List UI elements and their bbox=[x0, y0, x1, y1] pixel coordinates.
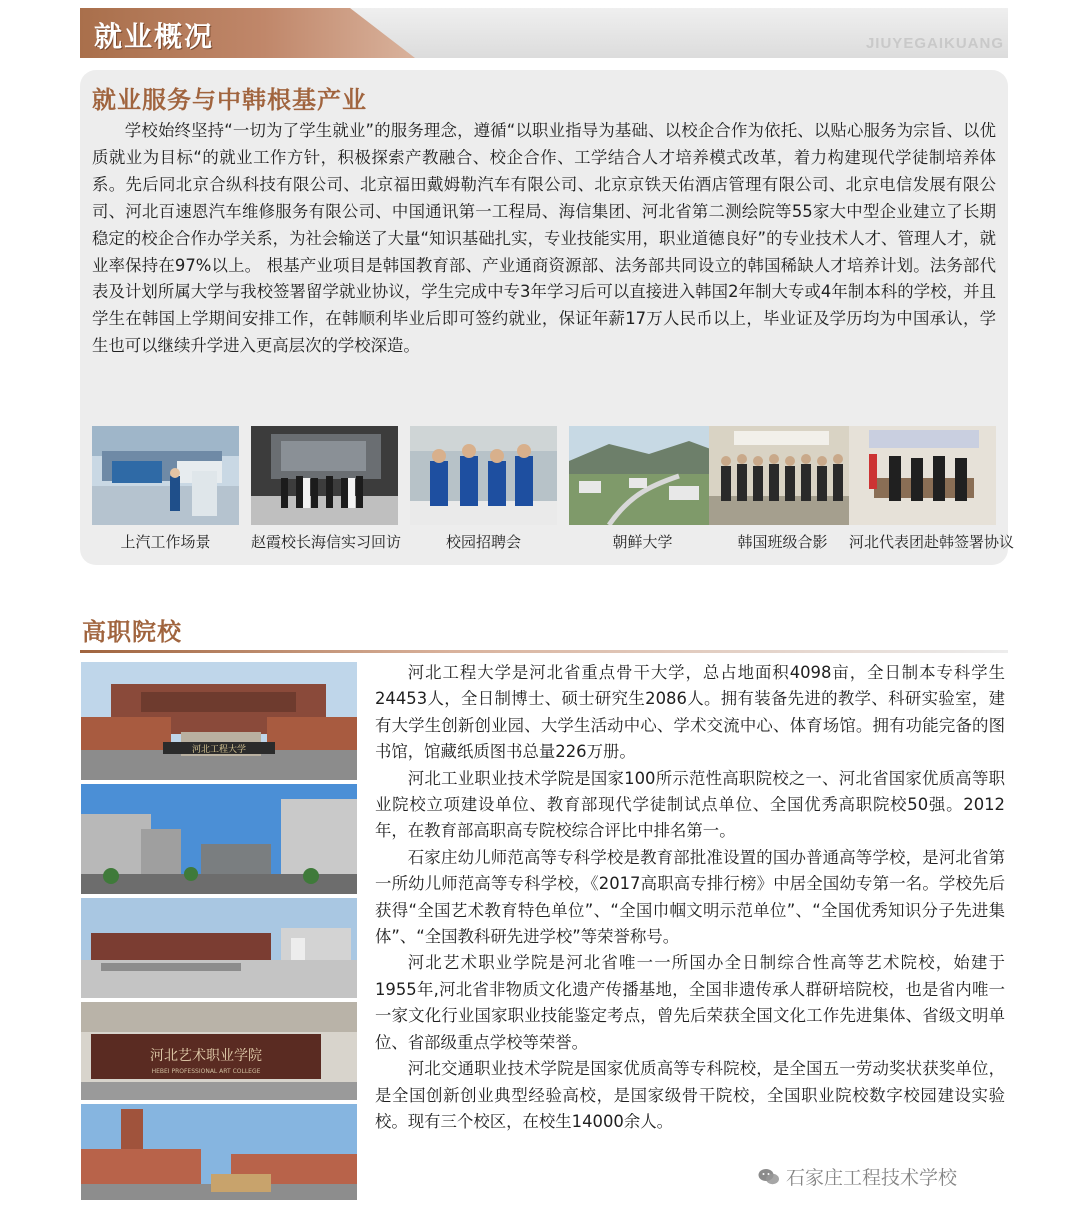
banner-title: 就业概况 bbox=[94, 20, 215, 53]
photo-caption: 河北代表团赴韩签署协议 bbox=[849, 533, 1015, 551]
section-header-banner bbox=[80, 8, 1008, 58]
photo-caption: 赵霞校长海信实习回访 bbox=[251, 533, 402, 551]
section2-title: 高职院校 bbox=[82, 617, 182, 646]
photo-caption: 韩国班级合影 bbox=[737, 533, 828, 551]
campus-sign-text: 河北艺术职业学院 bbox=[150, 1048, 262, 1064]
photo-korea-class bbox=[709, 426, 856, 552]
photo-campus-job-fair bbox=[410, 426, 557, 552]
section1-body: 学校始终坚持“一切为了学生就业”的服务理念，遵循“以职业指导为基础、以校企合作为依托、以贴心服务为宗旨、以优质就业为目标“的就业工作方针，积极探索产教融合、校企合作、工学结合人才培养模式改革，着力构建现代学徒制培养体系。先后同北京合纵科技有限公司、北京福田戴姆勒汽车有限公司、北京京铁天佑酒店管理有限公司、北京电信发展有限公司、河北百速恩汽车维修服务有限公司、中国通讯第一工程局、海信集团、河北省第二测绘院等55家大中型企业建立了长期稳定的校企合作办学关系，为社会输送了大量“知识基础扎实，专业技能实用，职业道德良好”的专业技术人才、管理人才，就业率保持在97%以上。 根基产业项目是韩国教育部、产业通商资源部、法务部共同设立的韩国稀缺人才培养计划。法务部代表及计划所属大学与我校签署留学就业协议，学生完成中专3年学习后可以直接进入韩国2年制大专或4年制本科的学校，并且学生在韩国上学期间安排工作，在韩顺利毕业后即可签约就业，保证年薪17万人民币以上，毕业证及学历均为中国承认，学生也可以继续升学进入更高层次的学校深造。 bbox=[92, 121, 996, 356]
photo-image bbox=[251, 426, 398, 525]
campus-sign-text: 河北工程大学 bbox=[191, 745, 247, 755]
photo-caption: 朝鲜大学 bbox=[612, 533, 673, 551]
campus-photo-hebei-industrial bbox=[81, 784, 357, 894]
photo-image bbox=[709, 426, 856, 525]
photo-image bbox=[410, 426, 557, 525]
campus-photo-hebei-engineering bbox=[81, 662, 357, 780]
section1-title: 就业服务与中韩根基产业 bbox=[92, 85, 367, 114]
campus-photo-hebei-art bbox=[81, 1002, 357, 1100]
photo-image bbox=[569, 426, 716, 525]
photo-strip bbox=[92, 426, 1015, 556]
photo-image bbox=[92, 426, 239, 525]
photo-hebei-delegation bbox=[849, 426, 1015, 552]
wechat-icon bbox=[758, 1168, 780, 1186]
section2-divider bbox=[80, 650, 1008, 653]
campus-photo-hebei-transport bbox=[81, 1104, 357, 1200]
college-paragraph: 河北交通职业技术学院是国家优质高等专科院校，是全国五一劳动奖状获奖单位，是全国创新创业典型经验高校，是国家级骨干院校，全国职业院校数字校园建设实验校。现有三个校区，在校生14000余人。 bbox=[375, 1059, 1005, 1131]
photo-principal-visit bbox=[251, 426, 402, 552]
colleges-description bbox=[375, 660, 1005, 1135]
campus-sign-text: HEBEI PROFESSIONAL ART COLLEGE bbox=[151, 1068, 261, 1075]
banner-subtitle: JIUYEGAIKUANG bbox=[865, 35, 1004, 52]
campus-photo-shijiazhuang-preschool bbox=[81, 898, 357, 998]
photo-chosun-university bbox=[569, 426, 716, 552]
photo-caption: 校园招聘会 bbox=[445, 533, 521, 551]
college-paragraph: 石家庄幼儿师范高等专科学校是教育部批准设置的国办普通高等学校，是河北省第一所幼儿师范高等专科学校，《2017高职高专排行榜》中居全国幼专第一名。学校先后获得“全国艺术教育特色单位”、“全国巾帼文明示范单位”、“全国优秀知识分子先进集体”、“全国教科研先进学校”等荣誉称号。 bbox=[375, 847, 1005, 947]
watermark-text: 石家庄工程技术学校 bbox=[786, 1167, 958, 1189]
college-paragraph: 河北工业职业技术学院是国家100所示范性高职院校之一、河北省国家优质高等职业院校立项建设单位、教育部现代学徒制试点单位、全国优秀高职院校50强。2012年，在教育部高职高专院校综合评比中排名第一。 bbox=[375, 768, 1005, 841]
college-paragraph: 河北工程大学是河北省重点骨干大学，总占地面积4098亩，全日制本专科学生24453人，全日制博士、硕士研究生2086人。拥有装备先进的教学、科研实验室，建有大学生创新创业园、大学生活动中心、学术交流中心、体育场馆。拥有功能完备的图书馆，馆藏纸质图书总量226万册。 bbox=[375, 663, 1005, 762]
photo-image bbox=[849, 426, 996, 525]
college-paragraph: 河北艺术职业学院是河北省唯一一所国办全日制综合性高等艺术院校，始建于1955年,河北省非物质文化遗产传播基地，全国非遗传承人群研培院校，也是省内唯一一家文化行业国家职业技能鉴定考点，曾先后荣获全国文化工作先进集体、省级文明单位、省部级重点学校等荣誉。 bbox=[375, 953, 1005, 1052]
photo-caption: 上汽工作场景 bbox=[120, 533, 211, 551]
wechat-watermark bbox=[758, 1163, 957, 1190]
photo-saic-workplace bbox=[92, 426, 239, 552]
employment-service-panel bbox=[80, 70, 1015, 565]
